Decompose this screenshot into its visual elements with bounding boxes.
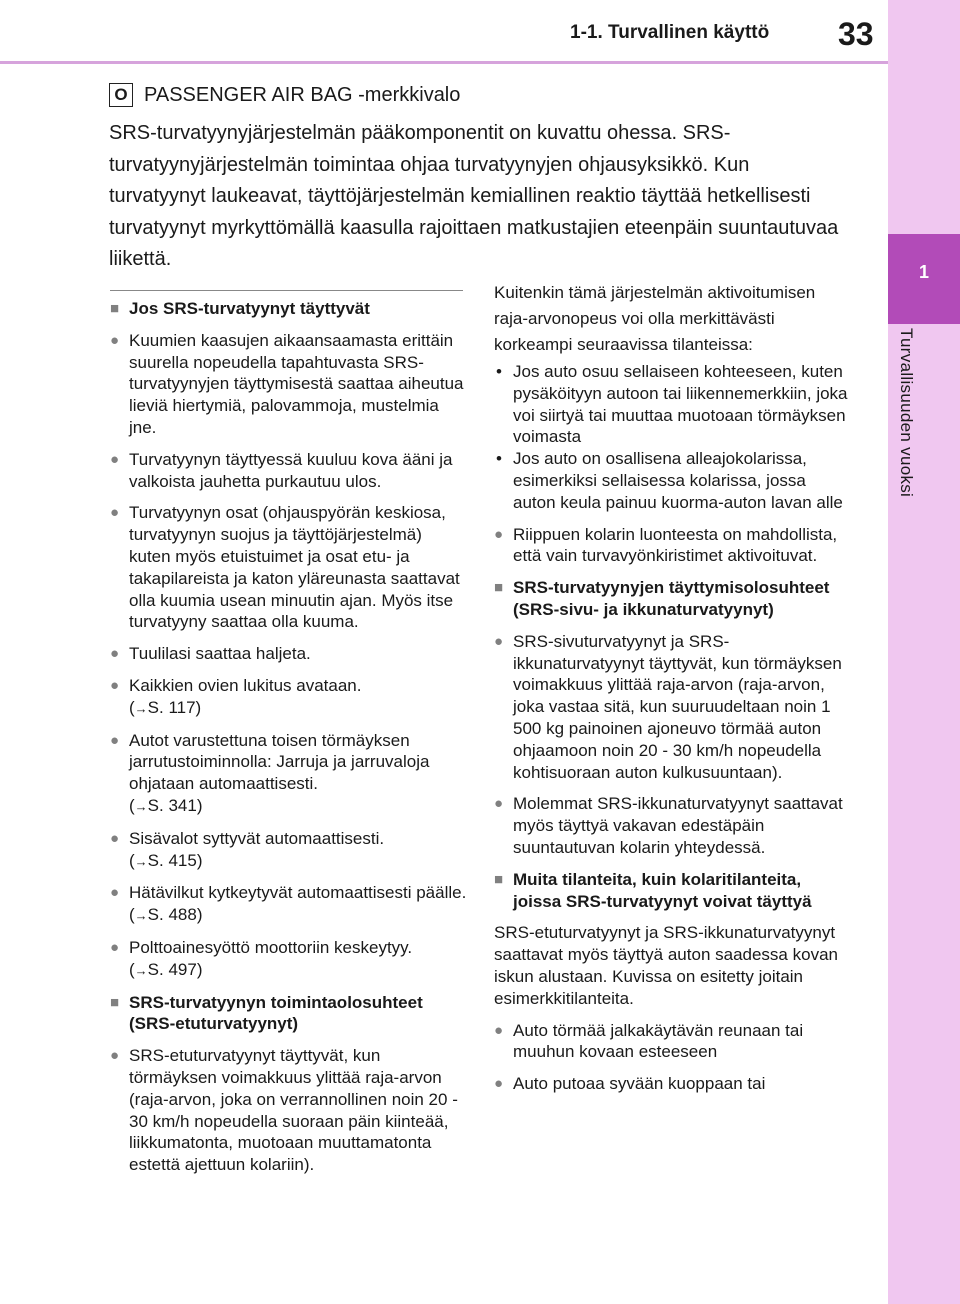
bullet-fuel-cut: ● Polttoainesyöttö moottoriin keskeytyy. (→S. 497) [110,937,468,982]
page-ref-link[interactable]: S. 117) [147,697,202,717]
page-ref-link[interactable]: S. 488) [147,905,203,925]
bullet-hazard-lights [110,882,468,927]
bullet-text: Kaikkien ovien lukitus avataan. [129,675,362,695]
bullet-front-airbags-inflate: ● SRS-etuturvatyynyt täyttyvät, kun törmäyksen voimakkuus ylittää raja-arvon (raja-arvon, joka on verrannollinen noin 20 - 30 km/h nopeudella suoraan päin kiinteää, liikkumatonta, muotoaan muuttamatonta estettä ajettuun kolariin). [110,1045,468,1176]
left-column [110,298,468,1186]
bullet-curb: ● Auto törmää jalkakäytävän reunaan tai muuhun kovaan esteeseen [494,1020,850,1064]
right-column [494,280,850,1105]
bullet-brakes: ● Autot varustettuna toisen törmäyksen jarrutustoiminnolla: Jarruja ja jarruvaloja ohjataan automaattisesti. (→S. 341) [110,730,468,818]
bullet-loud-noise: ● Turvatyynyn täyttyessä kuuluu kova ääni ja valkoista jauhetta purkautuu ulos. [110,449,468,493]
side-tab-strip [888,0,960,1304]
bullet-text: Autot varustettuna toisen törmäyksen jarrutustoiminnolla: Jarruja ja jarruvaloja ohjataan automaattisesti. [129,730,430,794]
chapter-label: Turvallisuuden vuoksi [897,328,916,498]
heading-airbags-inflate: ■ Jos SRS-turvatyynyt täyttyvät [110,298,468,320]
list-item: • Jos auto on osallisena alleajokolarissa, esimerkiksi sellaisessa kolarissa, jossa auton keula painuu kuorma-auton lavan alle [494,448,850,513]
bullet-interior-lights: ● Sisävalot syttyvät automaattisesti. (→S. 415) [110,828,468,873]
bullet-text: Sisävalot syttyvät automaattisesti. [129,828,385,848]
section-title: 1-1. Turvallinen käyttö [570,22,770,43]
list-item: • Jos auto osuu sellaiseen kohteeseen, kuten pysäköityyn autoon tai liikennemerkkiin, joka voi siirtyä tai muuttaa muotoaan törmäyksen voimasta [494,361,850,448]
bullet-curtain-frontal: ● Molemmat SRS-ikkunaturvatyynyt saattavat myös täyttyä vakavan edestäpäin suuntautuvan kolarin yhteydessä. [494,793,850,858]
heading-front-airbag-conditions: ■ SRS-turvatyynyn toimintaolosuhteet (SRS-etuturvatyynyt) [110,992,468,1036]
arrow-icon: → [134,962,148,978]
arrow-icon: → [134,853,148,869]
bullet-side-curtain-inflate: ● SRS-sivuturvatyynyt ja SRS-ikkunaturvatyynyt täyttyvät, kun törmäyksen voimakkuus ylittää raja-arvon (raja-arvon, joka vastaa sitä, kun suuruudeltaan noin 1 500 kg painoinen ajoneuvo törmää auton ohjaamoon noin 20 - 30 km/h nopeudella kohtisuoraan auton kulkusuuntaan). [494,631,850,784]
indicator-label: PASSENGER AIR BAG -merkkivalo [144,84,461,106]
situation-list [494,361,850,514]
heading-non-collision: ■ Muita tilanteita, kuin kolaritilanteita, joissa SRS-turvatyynyt voivat täyttyä [494,869,850,913]
chapter-number: 1 [918,262,929,282]
page-number: 33 [838,16,874,52]
intro-paragraph: SRS-turvatyynyjärjestelmän pääkomponentit on kuvattu ohessa. SRS-turvatyynyjärjestelmän toimintaa ohjaa turvatyynyjen ohjausyksikkö. Kun turvatyynyt laukeavat, täyttöjärjestelmän kemiallinen reaktio täyttää hetkellisesti turvatyynyt myrkyttömällä kaasulla rajoittaen matkustajien eteenpäin suuntautuvaa liikettä. [109,122,839,270]
paragraph-threshold: Kuitenkin tämä järjestelmän aktivoitumisen raja-arvonopeus voi olla merkittävästi korkeampi seuraavissa tilanteissa: [494,283,816,354]
arrow-icon: → [134,908,148,924]
bullet-pretensioners: ● Riippuen kolarin luonteesta on mahdollista, että vain turvavyönkiristimet aktivoituvat. [494,524,850,568]
bullet-text: Hätävilkut kytkeytyvät automaattisesti päälle. ( [129,883,467,925]
paragraph-underbody-impact: SRS-etuturvatyynyt ja SRS-ikkunaturvatyynyt saattavat myös täyttyä auton saadessa kovan iskun alustaan. Kuvissa on esitetty joitain esimerkkitilanteita. [494,923,838,1008]
bullet-pothole: ● Auto putoaa syvään kuoppaan tai [494,1073,850,1095]
arrow-icon: → [134,798,148,814]
bullet-abrasions: ● Kuumien kaasujen aikaansaamasta erittäin suurella nopeudella tapahtuvasta SRS-turvatyynyjen täyttymisestä saattaa aiheutua lieviä hiertymiä, palovammoja, mustelmia jne. [110,330,468,439]
bullet-windshield: ● Tuulilasi saattaa haljeta. [110,643,468,665]
page-ref-link[interactable]: S. 341) [147,795,203,815]
indicator-marker: O [109,83,133,107]
arrow-icon: → [134,700,148,716]
heading-side-curtain-conditions: ■ SRS-turvatyynyjen täyttymisolosuhteet (SRS-sivu- ja ikkunaturvatyynyt) [494,577,850,621]
header-rule [0,61,888,64]
column-divider [110,290,463,291]
bullet-hot-parts: ● Turvatyynyn osat (ohjauspyörän keskiosa, turvatyynyn suojus ja täyttöjärjestelmä) kuten myös etuistuimet ja osat etu- ja takapilareista ja katon yläreunasta saattavat olla kuumia usean minuutin ajan. Myös itse turvatyyny saattaa olla kuuma. [110,502,468,633]
page-ref-link[interactable]: S. 497) [147,959,203,979]
bullet-doors-unlock: ● Kaikkien ovien lukitus avataan. (→S. 117) [110,675,468,720]
page-ref-link[interactable]: S. 415) [147,850,203,870]
bullet-text: Polttoainesyöttö moottoriin keskeytyy. [129,937,413,957]
